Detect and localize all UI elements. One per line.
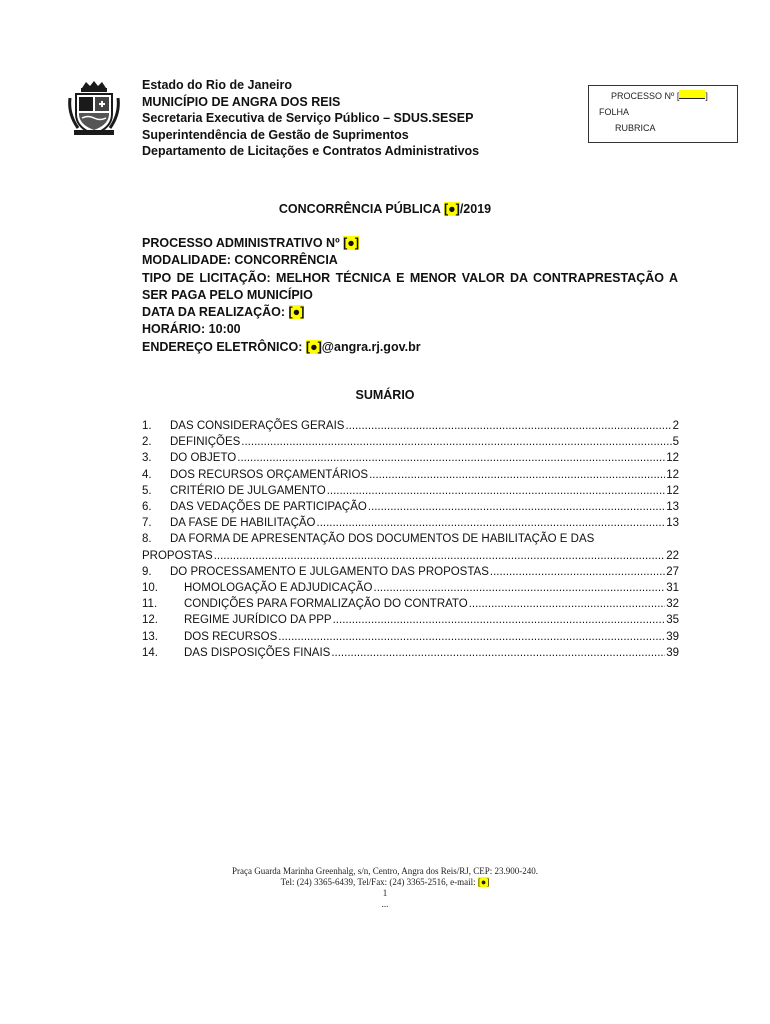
- toc-item[interactable]: [142, 499, 679, 515]
- process-number-row: PROCESSO Nº [ ]: [611, 91, 708, 101]
- toc-number: 12.: [142, 614, 158, 627]
- toc-title: DO PROCESSAMENTO E JULGAMENTO DAS PROPOSTAS: [170, 565, 489, 578]
- email-placeholder: [●]: [305, 339, 322, 354]
- process-number-line: [142, 235, 678, 252]
- toc-title: DAS CONSIDERAÇÕES GERAIS: [170, 420, 345, 432]
- time-line: HORÁRIO: 10:00: [142, 322, 241, 337]
- email-line: [142, 339, 678, 356]
- toc-leader: [278, 629, 665, 645]
- toc-number: 5.: [142, 484, 152, 497]
- toc-title: REGIME JURÍDICO DA PPP: [184, 614, 332, 627]
- toc-leader: [368, 499, 665, 515]
- toc-leader: [331, 645, 665, 661]
- header-municipality: MUNICÍPIO DE ANGRA DOS REIS: [142, 94, 341, 109]
- toc-item[interactable]: [142, 483, 679, 499]
- toc-page: 12: [666, 484, 679, 497]
- toc-title: DOS RECURSOS: [184, 630, 278, 643]
- toc-item[interactable]: [142, 515, 679, 531]
- footer-address: Praça Guarda Marinha Greenhalg, s/n, Centro, Angra dos Reis/RJ, CEP: 23.900-240.: [232, 866, 538, 876]
- toc-leader: [369, 467, 665, 483]
- process-number-blank: [679, 90, 705, 99]
- toc-title-line2: PROPOSTAS: [142, 549, 213, 562]
- rubrica-label: RUBRICA: [615, 123, 656, 133]
- toc-title: DOS RECURSOS ORÇAMENTÁRIOS: [170, 468, 369, 481]
- toc-title: DO OBJETO: [170, 452, 237, 465]
- toc-leader: [345, 418, 671, 434]
- toc-leader: [333, 612, 666, 628]
- toc-title: DAS VEDAÇÕES DE PARTICIPAÇÃO: [170, 501, 367, 514]
- toc-page: 12: [666, 452, 679, 465]
- email-domain: @angra.rj.gov.br: [321, 339, 421, 354]
- toc-leader: [469, 596, 666, 612]
- toc-leader: [317, 515, 666, 531]
- toc-leader: [214, 548, 665, 564]
- toc-item[interactable]: [142, 434, 679, 450]
- toc-number: 9.: [142, 565, 152, 578]
- toc-title: CRITÉRIO DE JULGAMENTO: [170, 484, 326, 497]
- toc-leader: [237, 450, 665, 466]
- toc-page: 22: [666, 549, 679, 562]
- toc-title: CONDIÇÕES PARA FORMALIZAÇÃO DO CONTRATO: [184, 598, 468, 611]
- toc-item[interactable]: [142, 418, 679, 434]
- footer-contact: [0, 877, 770, 888]
- toc-number: 14.: [142, 646, 158, 659]
- date-value: [●]: [288, 305, 305, 320]
- toc-title: DAS DISPOSIÇÕES FINAIS: [184, 646, 331, 659]
- toc-page: 27: [666, 565, 679, 578]
- date-label: DATA DA REALIZAÇÃO:: [142, 305, 289, 320]
- toc-leader: [327, 483, 666, 499]
- footer-email-placeholder: [●]: [477, 877, 490, 887]
- toc-item-multiline[interactable]: [142, 531, 679, 547]
- toc-item[interactable]: [142, 629, 679, 645]
- table-of-contents: [142, 418, 679, 661]
- toc-page: 2: [672, 420, 679, 432]
- toc-item-continuation[interactable]: [142, 548, 679, 564]
- bid-type-line: TIPO DE LICITAÇÃO: MELHOR TÉCNICA E MENOR VALOR DA CONTRAPRESTAÇÃO A SER PAGA PELO MUNICÍPIO: [142, 270, 678, 302]
- toc-item[interactable]: [142, 645, 679, 661]
- toc-title: HOMOLOGAÇÃO E ADJUDICAÇÃO: [184, 582, 373, 595]
- toc-item[interactable]: [142, 596, 679, 612]
- toc-page: 32: [666, 598, 679, 611]
- title-suffix: /2019: [459, 202, 492, 216]
- title-placeholder: [●]: [443, 202, 460, 216]
- toc-number: 1.: [142, 420, 152, 432]
- summary-title: SUMÁRIO: [355, 388, 415, 402]
- toc-number: 2.: [142, 436, 152, 449]
- process-number-label: PROCESSO Nº: [611, 91, 675, 101]
- procurement-info: [142, 235, 678, 356]
- toc-number: 8.: [142, 533, 152, 546]
- date-line: [142, 304, 678, 321]
- toc-page: 35: [666, 614, 679, 627]
- process-label: PROCESSO ADMINISTRATIVO Nº: [142, 236, 344, 250]
- toc-number: 10.: [142, 582, 158, 595]
- document-title: [0, 202, 770, 216]
- toc-item[interactable]: [142, 612, 679, 628]
- footer-phone: Tel: (24) 3365-6439, Tel/Fax: (24) 3365-2516, e-mail:: [280, 877, 478, 887]
- toc-page: 13: [666, 501, 679, 514]
- toc-leader: [490, 564, 665, 580]
- toc-page: 39: [666, 630, 679, 643]
- header-state: Estado do Rio de Janeiro: [142, 78, 293, 92]
- toc-title: DEFINIÇÕES: [170, 436, 241, 449]
- modality-line: MODALIDADE: CONCORRÊNCIA: [142, 253, 338, 268]
- toc-page: 12: [666, 468, 679, 481]
- toc-page: 13: [666, 517, 679, 530]
- header-department: Departamento de Licitações e Contratos Administrativos: [142, 144, 480, 158]
- toc-item[interactable]: [142, 580, 679, 596]
- footer-ellipsis: ...: [381, 899, 389, 909]
- process-stamp-box: [588, 85, 738, 143]
- email-label: ENDEREÇO ELETRÔNICO:: [142, 339, 306, 354]
- header-block: [142, 77, 479, 160]
- header-superintendence: Superintendência de Gestão de Suprimentos: [142, 127, 409, 142]
- toc-page: 31: [666, 582, 679, 595]
- toc-number: 4.: [142, 468, 152, 481]
- toc-number: 11.: [142, 598, 158, 611]
- process-value: [●]: [343, 236, 359, 250]
- toc-number: 7.: [142, 517, 152, 530]
- header-secretariat: Secretaria Executiva de Serviço Público – SDUS.SESEP: [142, 111, 474, 125]
- toc-page: 39: [666, 646, 679, 659]
- toc-item[interactable]: [142, 467, 679, 483]
- toc-item[interactable]: [142, 564, 679, 580]
- title-prefix: CONCORRÊNCIA PÚBLICA: [278, 202, 444, 216]
- toc-number: 3.: [142, 452, 152, 465]
- coat-of-arms-icon: [68, 80, 120, 136]
- toc-leader: [374, 580, 666, 596]
- toc-title: DA FASE DE HABILITAÇÃO: [170, 517, 316, 530]
- toc-title-line1: DA FORMA DE APRESENTAÇÃO DOS DOCUMENTOS DE HABILITAÇÃO E DAS: [170, 533, 595, 546]
- toc-leader: [241, 434, 671, 450]
- page-footer: [0, 866, 770, 910]
- toc-item[interactable]: [142, 450, 679, 466]
- toc-number: 6.: [142, 501, 152, 514]
- folha-label: FOLHA: [599, 107, 630, 117]
- footer-page-number: 1: [382, 888, 388, 898]
- toc-page: 5: [672, 436, 679, 449]
- toc-number: 13.: [142, 630, 158, 643]
